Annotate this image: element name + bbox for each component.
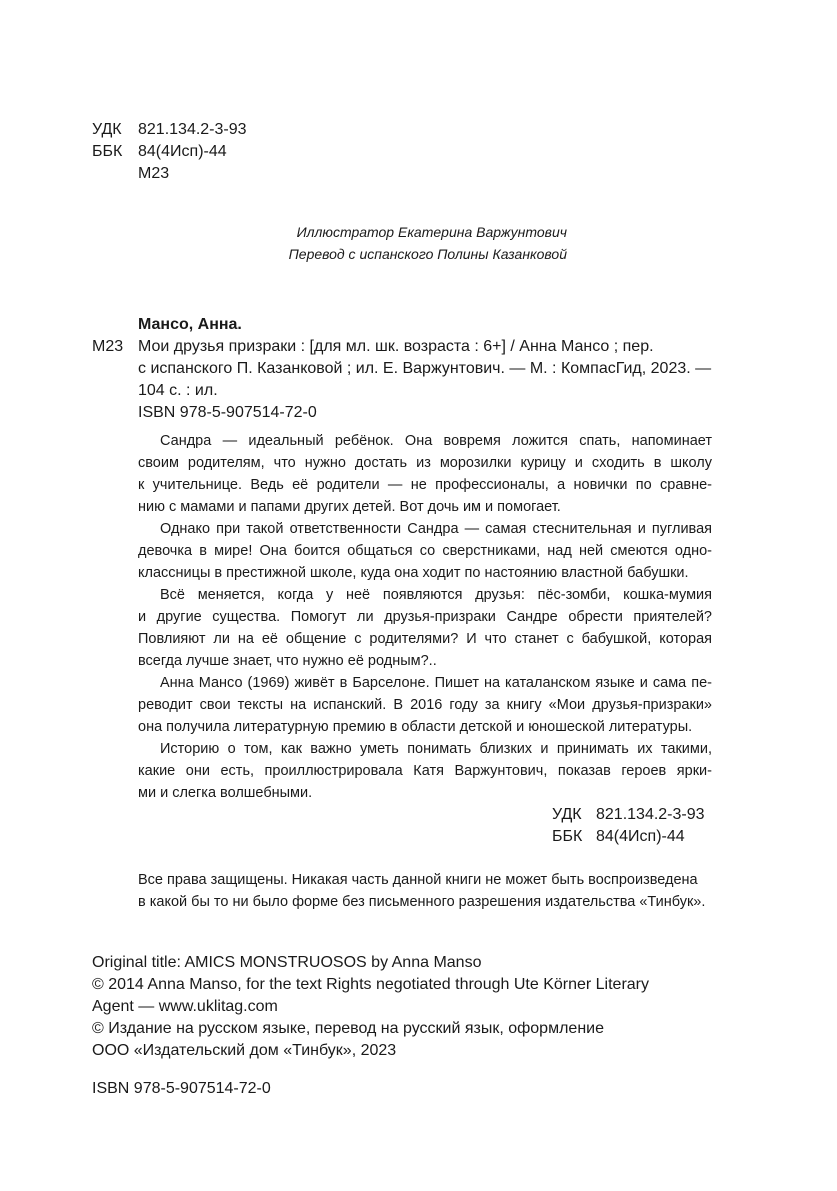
abstract-line: какие они есть, проиллюстрировала Катя Варжунтович, показав героев ярки- <box>138 763 712 779</box>
udk-value: 821.134.2-3-93 <box>138 121 247 138</box>
original-title: Original title: AMICS MONSTRUOSOS by Anna Manso <box>92 954 482 971</box>
udk-value-right: 821.134.2-3-93 <box>596 806 705 823</box>
copyright-line: ООО «Издательский дом «Тинбук», 2023 <box>92 1042 397 1059</box>
catalog-description-line: с испанского П. Казанковой ; ил. Е. Варжунтович. — М. : КомпасГид, 2023. — <box>138 360 712 377</box>
abstract-line: Всё меняется, когда у неё появляются друзья: пёс-зомби, кошка-мумия <box>160 587 712 603</box>
abstract-line: Повлияют ли на её общение с родителями? И что станет с бабушкой, которая <box>138 631 712 647</box>
copyright-line: Agent — www.uklitag.com <box>92 998 278 1015</box>
bbk-value: 84(4Исп)-44 <box>138 143 227 160</box>
copyright-line: © 2014 Anna Manso, for the text Rights negotiated through Ute Körner Literary <box>92 976 650 993</box>
abstract-line: Однако при такой ответственности Сандра — самая стеснительная и пугливая <box>160 521 712 537</box>
bbk-value-right: 84(4Исп)-44 <box>596 828 685 845</box>
abstract-line: нию с мамами и папами других детей. Вот дочь им и помогает. <box>138 499 561 515</box>
udk-label-right: УДК <box>552 806 582 823</box>
abstract-line: своим родителям, что нужно достать из морозилки курицу и сходить в школу <box>138 455 712 471</box>
abstract-line: реводит свои тексты на испанский. В 2016 году за книгу «Мои друзья-призраки» <box>138 697 712 713</box>
abstract-line: классницы в престижной школе, куда она ходит по настоянию властной бабушки. <box>138 565 689 581</box>
catalog-sign: М23 <box>92 338 124 355</box>
udk-label: УДК <box>92 121 122 138</box>
catalog-description-line: 104 с. : ил. <box>138 382 218 399</box>
translator-credit: Перевод с испанского Полины Казанковой <box>288 246 567 262</box>
abstract-line: ми и слегка волшебными. <box>138 785 313 801</box>
abstract-line: Анна Мансо (1969) живёт в Барселоне. Пишет на каталанском языке и сама пе- <box>160 675 712 691</box>
catalog-isbn: ISBN 978-5-907514-72-0 <box>138 404 317 421</box>
author-sign: М23 <box>138 165 170 182</box>
bbk-label-right: ББК <box>552 828 583 845</box>
abstract-line: Сандра — идеальный ребёнок. Она вовремя ложится спать, напоминает <box>160 433 712 449</box>
abstract-line: и другие существа. Помогут ли друзья-призраки Сандре обрести приятелей? <box>138 609 712 625</box>
abstract-line: девочка в мире! Она боится общаться со сверстниками, над ней смеются одно- <box>138 543 712 559</box>
illustrator-credit: Иллюстратор Екатерина Варжунтович <box>296 224 567 240</box>
catalog-description-line: Мои друзья призраки : [для мл. шк. возраста : 6+] / Анна Мансо ; пер. <box>138 338 654 355</box>
abstract-line: к учительнице. Ведь её родители — не профессионалы, а новички по сравне- <box>138 477 712 493</box>
rights-line: в какой бы то ни было форме без письменного разрешения издательства «Тинбук». <box>138 894 706 910</box>
copyright-line: © Издание на русском языке, перевод на русский язык, оформление <box>92 1020 604 1037</box>
abstract-line: Историю о том, как важно уметь понимать близких и принимать их такими, <box>160 741 712 757</box>
rights-line: Все права защищены. Никакая часть данной книги не может быть воспроизведена <box>138 872 698 888</box>
catalog-author: Мансо, Анна. <box>138 316 242 333</box>
bbk-label: ББК <box>92 143 123 160</box>
isbn-bottom: ISBN 978-5-907514-72-0 <box>92 1080 271 1097</box>
abstract-line: всегда лучше знает, что нужно её родным?.. <box>138 653 437 669</box>
abstract-line: она получила литературную премию в области детской и юношеской литературы. <box>138 719 693 735</box>
